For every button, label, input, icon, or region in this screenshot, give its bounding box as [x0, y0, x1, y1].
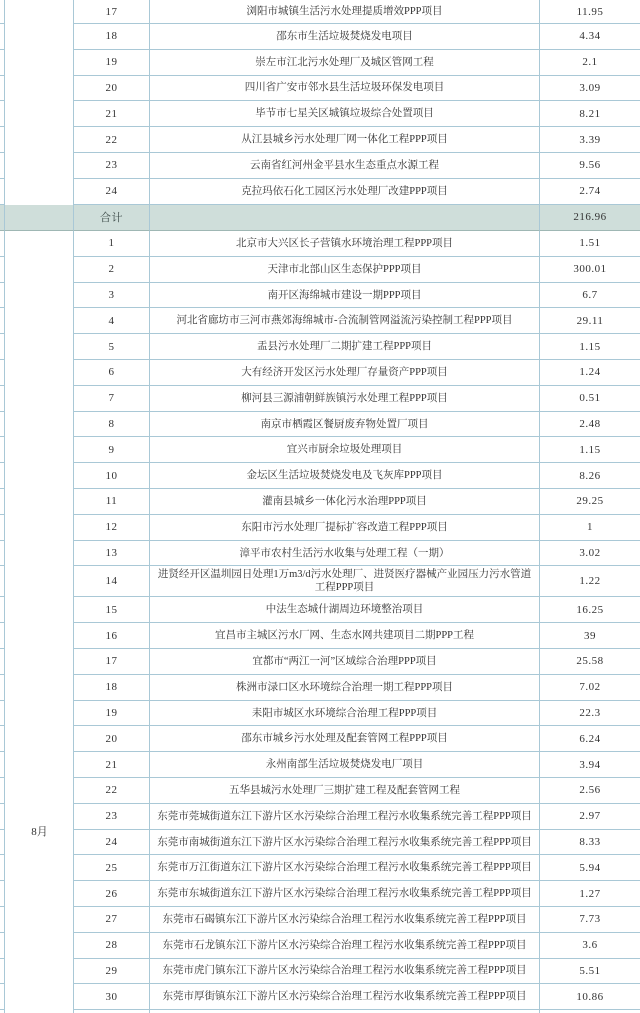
month-cell	[5, 153, 74, 179]
value-cell: 11.95	[540, 0, 640, 24]
row-number-cell: 19	[74, 701, 150, 727]
summary-project-cell	[150, 205, 540, 232]
table-row	[0, 541, 640, 567]
month-cell	[5, 50, 74, 76]
month-cell	[5, 597, 74, 623]
project-name-cell: 宜昌市主城区污水厂网、生态水网共建项目二期PPP工程	[150, 623, 540, 649]
row-number-cell: 20	[74, 76, 150, 102]
row-number-cell: 15	[74, 597, 150, 623]
project-name-cell: 金坛区生活垃圾焚烧发电及飞灰库PPP项目	[150, 463, 540, 489]
project-name-cell: 灌南县城乡一体化污水治理PPP项目	[150, 489, 540, 515]
project-name-cell: 五华县城污水处理厂三期扩建工程及配套管网工程	[150, 778, 540, 804]
value-cell: 1.15	[540, 437, 640, 463]
table-row	[0, 127, 640, 153]
project-name-cell: 株洲市渌口区水环境综合治理一期工程PPP项目	[150, 675, 540, 701]
project-name-cell: 南开区海绵城市建设一期PPP项目	[150, 283, 540, 309]
row-number-cell: 8	[74, 412, 150, 438]
row-number-cell: 3	[74, 283, 150, 309]
month-cell	[5, 386, 74, 412]
month-cell	[5, 257, 74, 283]
project-name-cell: 中法生态城什湖周边环境整治项目	[150, 597, 540, 623]
value-cell: 8.21	[540, 101, 640, 127]
value-cell: 6.24	[540, 726, 640, 752]
project-name-cell: 大有经济开发区污水处理厂存量资产PPP项目	[150, 360, 540, 386]
table-row	[0, 489, 640, 515]
table-row	[0, 24, 640, 50]
month-cell	[5, 649, 74, 675]
table-row	[0, 76, 640, 102]
month-cell	[5, 881, 74, 907]
value-cell: 29.11	[540, 308, 640, 334]
project-name-cell: 宜都市“两江一河”区域综合治理PPP项目	[150, 649, 540, 675]
table-row	[0, 623, 640, 649]
value-cell: 1.22	[540, 566, 640, 597]
table-row	[0, 752, 640, 778]
month-cell	[5, 752, 74, 778]
value-cell: 2.1	[540, 50, 640, 76]
summary-row	[0, 205, 640, 232]
value-cell: 1.51	[540, 231, 640, 257]
table-row	[0, 360, 640, 386]
project-name-cell: 天津市北部山区生态保护PPP项目	[150, 257, 540, 283]
row-number-cell: 26	[74, 881, 150, 907]
value-cell: 0.51	[540, 386, 640, 412]
table-row	[0, 257, 640, 283]
row-number-cell: 6	[74, 360, 150, 386]
table-row	[0, 959, 640, 985]
value-cell: 3.02	[540, 541, 640, 567]
table-row	[0, 231, 640, 257]
project-name-cell: 邵东市城乡污水处理及配套管网工程PPP项目	[150, 726, 540, 752]
month-cell	[5, 412, 74, 438]
value-cell: 39	[540, 623, 640, 649]
table-row	[0, 308, 640, 334]
table-row	[0, 881, 640, 907]
value-cell: 4.34	[540, 24, 640, 50]
row-number-cell: 21	[74, 752, 150, 778]
project-name-cell: 克拉玛依石化工园区污水处理厂改建PPP项目	[150, 179, 540, 205]
project-name-cell: 东莞市南城街道东江下游片区水污染综合治理工程污水收集系统完善工程PPP项目	[150, 830, 540, 856]
project-name-cell: 盂县污水处理厂二期扩建工程PPP项目	[150, 334, 540, 360]
project-name-cell: 南京市栖霞区餐厨废弃物处置厂项目	[150, 412, 540, 438]
value-cell: 16.25	[540, 597, 640, 623]
project-name-cell: 崇左市江北污水处理厂及城区管网工程	[150, 50, 540, 76]
row-number-cell: 20	[74, 726, 150, 752]
table-row	[0, 933, 640, 959]
value-cell: 10.86	[540, 984, 640, 1010]
table-row	[0, 907, 640, 933]
month-cell	[5, 566, 74, 597]
project-name-cell: 宜兴市厨余垃圾处理项目	[150, 437, 540, 463]
row-number-cell: 30	[74, 984, 150, 1010]
month-cell	[5, 778, 74, 804]
table-row	[0, 701, 640, 727]
row-number-cell: 17	[74, 649, 150, 675]
month-cell	[5, 101, 74, 127]
table-row	[0, 153, 640, 179]
month-cell	[5, 127, 74, 153]
table-row	[0, 778, 640, 804]
row-number-cell: 14	[74, 566, 150, 597]
table-row	[0, 412, 640, 438]
row-number-cell: 16	[74, 623, 150, 649]
month-cell	[5, 726, 74, 752]
value-cell: 5.94	[540, 855, 640, 881]
value-cell: 8.26	[540, 463, 640, 489]
row-number-cell: 18	[74, 24, 150, 50]
table-section-august	[0, 231, 640, 1010]
project-name-cell: 云南省红河州金平县水生态重点水源工程	[150, 153, 540, 179]
value-cell: 1.15	[540, 334, 640, 360]
value-cell: 22.3	[540, 701, 640, 727]
month-cell	[5, 907, 74, 933]
table-row	[0, 50, 640, 76]
value-cell: 3.6	[540, 933, 640, 959]
project-name-cell: 进贤经开区温圳园日处理1万m3/d污水处理厂、进贤医疗器械产业园压力污水管道工程PPP项目	[150, 566, 540, 597]
project-name-cell: 柳河县三源浦朝鲜族镇污水处理工程PPP项目	[150, 386, 540, 412]
row-number-cell: 22	[74, 778, 150, 804]
table-section-previous-month	[0, 0, 640, 205]
project-name-cell: 东莞市东城街道东江下游片区水污染综合治理工程污水收集系统完善工程PPP项目	[150, 881, 540, 907]
month-cell	[5, 675, 74, 701]
month-cell	[5, 804, 74, 830]
row-number-cell: 22	[74, 127, 150, 153]
project-name-cell: 东莞市万江街道东江下游片区水污染综合治理工程污水收集系统完善工程PPP项目	[150, 855, 540, 881]
value-cell: 29.25	[540, 489, 640, 515]
row-number-cell: 23	[74, 804, 150, 830]
row-number-cell: 11	[74, 489, 150, 515]
project-name-cell: 东莞市莞城街道东江下游片区水污染综合治理工程污水收集系统完善工程PPP项目	[150, 804, 540, 830]
row-number-cell: 24	[74, 830, 150, 856]
value-cell: 2.74	[540, 179, 640, 205]
project-name-cell: 耒阳市城区水环境综合治理工程PPP项目	[150, 701, 540, 727]
table-row	[0, 283, 640, 309]
value-cell: 1	[540, 515, 640, 541]
month-cell	[5, 959, 74, 985]
table-row	[0, 855, 640, 881]
month-cell	[5, 463, 74, 489]
row-number-cell: 28	[74, 933, 150, 959]
row-number-cell: 24	[74, 179, 150, 205]
value-cell: 2.48	[540, 412, 640, 438]
value-cell: 300.01	[540, 257, 640, 283]
value-cell: 1.27	[540, 881, 640, 907]
value-cell: 1.24	[540, 360, 640, 386]
month-cell	[5, 205, 74, 232]
table-row	[0, 0, 640, 24]
table-row	[0, 649, 640, 675]
month-cell	[5, 701, 74, 727]
table-row	[0, 566, 640, 597]
value-cell: 2.56	[540, 778, 640, 804]
summary-value: 216.96	[540, 205, 640, 232]
table-row	[0, 386, 640, 412]
table-row	[0, 437, 640, 463]
project-name-cell: 东莞市石碣镇东江下游片区水污染综合治理工程污水收集系统完善工程PPP项目	[150, 907, 540, 933]
month-cell	[5, 855, 74, 881]
project-name-cell: 东莞市虎门镇东江下游片区水污染综合治理工程污水收集系统完善工程PPP项目	[150, 959, 540, 985]
month-cell	[5, 515, 74, 541]
value-cell: 9.56	[540, 153, 640, 179]
table-row	[0, 515, 640, 541]
row-number-cell: 19	[74, 50, 150, 76]
month-cell	[5, 623, 74, 649]
row-number-cell: 13	[74, 541, 150, 567]
project-name-cell: 漳平市农村生活污水收集与处理工程（一期）	[150, 541, 540, 567]
project-name-cell: 东莞市厚街镇东江下游片区水污染综合治理工程污水收集系统完善工程PPP项目	[150, 984, 540, 1010]
row-number-cell: 10	[74, 463, 150, 489]
row-number-cell: 1	[74, 231, 150, 257]
value-cell: 5.51	[540, 959, 640, 985]
month-cell	[5, 308, 74, 334]
row-number-cell: 4	[74, 308, 150, 334]
month-cell	[5, 360, 74, 386]
row-number-cell: 9	[74, 437, 150, 463]
value-cell: 25.58	[540, 649, 640, 675]
table-row	[0, 804, 640, 830]
value-cell: 7.02	[540, 675, 640, 701]
month-cell	[5, 179, 74, 205]
row-number-cell: 27	[74, 907, 150, 933]
value-cell: 6.7	[540, 283, 640, 309]
table-row	[0, 101, 640, 127]
month-cell	[5, 76, 74, 102]
month-cell	[5, 984, 74, 1010]
row-number-cell: 5	[74, 334, 150, 360]
project-name-cell: 从江县城乡污水处理厂网一体化工程PPP项目	[150, 127, 540, 153]
row-number-cell: 2	[74, 257, 150, 283]
project-name-cell: 浏阳市城镇生活污水处理提质增效PPP项目	[150, 0, 540, 24]
month-label: 8月	[31, 826, 48, 839]
month-cell	[5, 541, 74, 567]
row-number-cell: 21	[74, 101, 150, 127]
row-number-cell: 23	[74, 153, 150, 179]
value-cell: 3.39	[540, 127, 640, 153]
value-cell: 8.33	[540, 830, 640, 856]
month-cell	[5, 489, 74, 515]
table-row	[0, 597, 640, 623]
project-name-cell: 北京市大兴区长子营镇水环境治理工程PPP项目	[150, 231, 540, 257]
table-row	[0, 984, 640, 1010]
month-cell	[5, 24, 74, 50]
project-name-cell: 邵东市生活垃圾焚烧发电项目	[150, 24, 540, 50]
table-row	[0, 179, 640, 205]
summary-label: 合计	[74, 205, 150, 232]
project-name-cell: 永州南部生活垃圾焚烧发电厂项目	[150, 752, 540, 778]
project-name-cell: 四川省广安市邻水县生活垃圾环保发电项目	[150, 76, 540, 102]
project-name-cell: 东莞市石龙镇东江下游片区水污染综合治理工程污水收集系统完善工程PPP项目	[150, 933, 540, 959]
project-name-cell: 东阳市污水处理厂提标扩容改造工程PPP项目	[150, 515, 540, 541]
month-cell	[5, 933, 74, 959]
value-cell: 3.09	[540, 76, 640, 102]
row-number-cell: 29	[74, 959, 150, 985]
table-row	[0, 334, 640, 360]
row-number-cell: 25	[74, 855, 150, 881]
month-cell	[5, 437, 74, 463]
table-row	[0, 726, 640, 752]
table-row	[0, 675, 640, 701]
month-cell	[5, 283, 74, 309]
row-number-cell: 17	[74, 0, 150, 24]
value-cell: 2.97	[540, 804, 640, 830]
value-cell: 7.73	[540, 907, 640, 933]
row-number-cell: 7	[74, 386, 150, 412]
table-row	[0, 830, 640, 856]
month-cell	[5, 0, 74, 24]
project-name-cell: 河北省廊坊市三河市燕郊海绵城市-合流制管网溢流污染控制工程PPP项目	[150, 308, 540, 334]
month-cell	[5, 334, 74, 360]
month-cell	[5, 231, 74, 257]
row-number-cell: 18	[74, 675, 150, 701]
row-number-cell: 12	[74, 515, 150, 541]
value-cell: 3.94	[540, 752, 640, 778]
project-name-cell: 毕节市七星关区城镇垃圾综合处置项目	[150, 101, 540, 127]
table-row	[0, 463, 640, 489]
month-cell	[5, 830, 74, 856]
